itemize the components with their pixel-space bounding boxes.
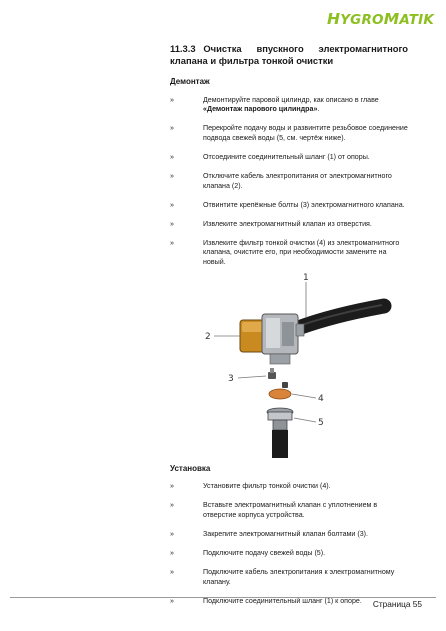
callout-5: 5	[318, 417, 324, 428]
bullet-glyph: »	[170, 482, 174, 491]
removal-step	[170, 239, 408, 268]
step-text: Подключите соединительный шланг (1) к опоре.	[203, 596, 362, 605]
removal-step	[170, 172, 408, 191]
removal-step	[170, 96, 408, 115]
callout-1: 1	[303, 272, 309, 283]
step-text: Извлеките электромагнитный клапан из отверстия.	[203, 219, 372, 228]
section-title-line2: клапана и фильтра тонкой очистки	[170, 55, 334, 66]
install-step	[170, 482, 408, 492]
section-title-word: электромагнитного	[318, 43, 408, 54]
install-step	[170, 549, 408, 559]
step-text-tail: .	[317, 105, 320, 114]
step-text: Отключите кабель электропитания от электромагнитного клапана (2).	[203, 171, 392, 190]
bullet-glyph: »	[170, 238, 174, 247]
bullet-glyph: »	[170, 529, 174, 538]
bullet-glyph: »	[170, 219, 174, 228]
bullet-glyph: »	[170, 501, 174, 510]
screw-3	[268, 372, 276, 379]
install-steps	[170, 482, 408, 606]
hose-1	[298, 306, 384, 328]
step-text: Извлеките фильтр тонкой очистки (4) из электромагнитного клапана, очистите его, при необходимости замените на новый.	[203, 238, 400, 267]
bullet-glyph: »	[170, 95, 174, 104]
step-chapter-reference: «Демонтаж парового цилиндра»	[203, 105, 318, 114]
step-text: Вставьте электромагнитный клапан с уплотнением в отверстие корпуса устройства.	[203, 501, 378, 519]
bullet-glyph: »	[170, 124, 174, 133]
solenoid-valve-figure	[170, 272, 408, 458]
install-heading: Установка	[170, 463, 211, 473]
removal-step	[170, 220, 408, 230]
bullet-glyph: »	[170, 152, 174, 161]
step-text: Отвинтите крепёжные болты (3) электромагнитного клапана.	[203, 200, 405, 209]
bullet-glyph: »	[170, 171, 174, 180]
step-text: Установите фильтр тонкой очистки (4).	[203, 482, 331, 491]
water-hose	[272, 430, 288, 458]
step-text: Подключите кабель электропитания к электромагнитному клапану.	[203, 568, 395, 586]
step-text: Закрепите электромагнитный клапан болтами (3).	[203, 529, 368, 538]
removal-step	[170, 153, 408, 163]
callout-4: 4	[318, 393, 324, 404]
removal-steps	[170, 96, 408, 268]
install-step	[170, 568, 408, 587]
page-number: Страница 55	[372, 599, 422, 609]
solenoid-valve-drawing	[170, 272, 408, 458]
step-text: Отсоедините соединительный шланг (1) от опоры.	[203, 152, 370, 161]
removal-heading: Демонтаж	[170, 77, 210, 86]
section-title-word: впускного	[256, 43, 304, 54]
bullet-glyph: »	[170, 596, 174, 605]
footer-divider	[10, 597, 436, 598]
install-step	[170, 530, 408, 540]
removal-step	[170, 201, 408, 211]
step-text: Демонтируйте паровой цилиндр, как описано в главе	[203, 95, 379, 104]
step-text: Перекройте подачу воды и развинтите резьбовое соединение подвода свежей воды (5, см. чертёж ниже).	[203, 124, 408, 142]
callout-3: 3	[228, 373, 234, 384]
step-text: Подключите подачу свежей воды (5).	[203, 549, 326, 557]
callout-2: 2	[205, 331, 211, 342]
hygromatik-logo: HYGROMATIK	[327, 10, 434, 28]
bullet-glyph: »	[170, 200, 174, 209]
install-step	[170, 501, 408, 520]
bullet-glyph: »	[170, 568, 174, 577]
manual-section	[170, 43, 408, 606]
section-number-and-word: 11.3.3 Очистка	[170, 43, 242, 54]
section-title	[170, 43, 408, 67]
removal-step	[170, 124, 408, 143]
fine-filter-4	[269, 389, 291, 399]
bullet-glyph: »	[170, 549, 174, 557]
